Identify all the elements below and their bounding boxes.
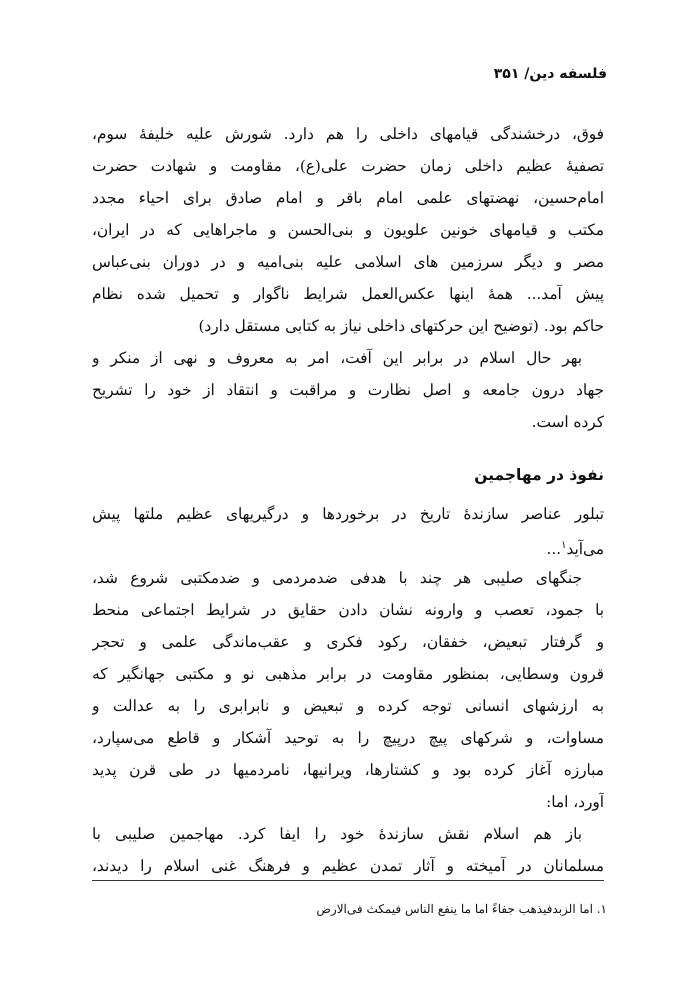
paragraph	[92, 498, 604, 562]
text-line: با جمود، تعصب و وارونه نشان دادن حقایق در شرایط اجتماعی منحط	[92, 601, 604, 619]
spacer	[92, 438, 604, 458]
text-line: حاکم بود. (توضیح این حرکتهای داخلی نیاز به کتابی مستقل دارد)	[198, 317, 604, 335]
text-line: امام‌حسین، نهضتهای علمی امام باقر و امام صادق برای احیاء مجدد	[92, 189, 604, 207]
paragraph	[92, 118, 604, 342]
text-line: بهر حال اسلام در برابر این آفت، امر به معروف و نهی از منکر و	[92, 349, 582, 367]
text-line: جنگهای صلیبی هر چند با هدفی ضدمردمی و ضدمکتبی شروع شد،	[92, 569, 582, 587]
paragraph	[92, 342, 604, 438]
text-line: و گرفتار تبعیض، خفقان، رکود فکری و عقب‌ماندگی علمی و تحجر	[92, 633, 604, 651]
footnote-reference: ۱	[561, 540, 567, 551]
text-line: فوق، درخشندگی قیامهای داخلی را هم دارد. شورش علیه خلیفهٔ سوم،	[92, 125, 604, 143]
line-text: می‌آید	[566, 540, 604, 559]
text-line: تبلور عناصر سازندهٔ تاریخ در برخوردها و درگیریهای عظیم ملتها پیش	[92, 505, 604, 523]
footnote: ۱. اما الزبدفیذهب جفاءً اما ما ینفع الناس فیمکث فی‌الارض	[316, 902, 607, 916]
section-heading: نفوذ در مهاجمین	[474, 466, 604, 484]
text-line: کرده است.	[531, 413, 604, 431]
text-line: مبارزه آغاز کرده بود و کشتارها، ویرانیها، نامردمیها در طی قرن پدید	[92, 761, 604, 779]
text-line: آورد، اما:	[546, 793, 604, 811]
text-line: تصفیهٔ عظیم داخلی زمان حضرت علی(ع)، مقاومت و شهادت حضرت	[92, 157, 604, 175]
text-line	[92, 530, 604, 562]
body-text	[92, 118, 604, 882]
running-header: فلسفه دین/ ۳۵۱	[493, 66, 607, 82]
text-line: مساوات، و شرکهای پیچ درپیچ را به توحید آشکار و قاطع می‌سپارد،	[92, 729, 604, 747]
text-line: مسلمانان در آمیخته و آثار تمدن عظیم و فرهنگ غنی اسلام را دیدند،	[92, 857, 604, 875]
paragraph	[92, 818, 604, 882]
text-line: به ارزشهای انسانی توجه کرده و تبعیض و نابرابری را به عدالت و	[92, 697, 604, 715]
text-line: باز هم اسلام نقش سازندهٔ خود را ایفا کرد. مهاجمین صلیبی با	[92, 825, 582, 843]
paragraph	[92, 562, 604, 818]
line-text-tail: ...	[546, 540, 562, 559]
text-line: پیش آمد... همهٔ اینها عکس‌العمل شرایط ناگوار و تحمیل شده نظام	[92, 285, 604, 303]
text-line: جهاد درون جامعه و اصل نظارت و مراقبت و انتقاد از خود را تشریح	[92, 381, 604, 399]
footnote-divider	[92, 880, 604, 881]
text-line: مصر و دیگر سرزمین های اسلامی علیه بنی‌امیه و در دوران بنی‌عباس	[92, 253, 604, 271]
text-line: مکتب و قیامهای خونین علویون و بنی‌الحسن و ماجراهایی که در ایران،	[92, 221, 604, 239]
text-line: قرون وسطایی، بمنظور مقاومت در برابر مذهبی نو و مکتبی جهانگیر که	[92, 665, 604, 683]
